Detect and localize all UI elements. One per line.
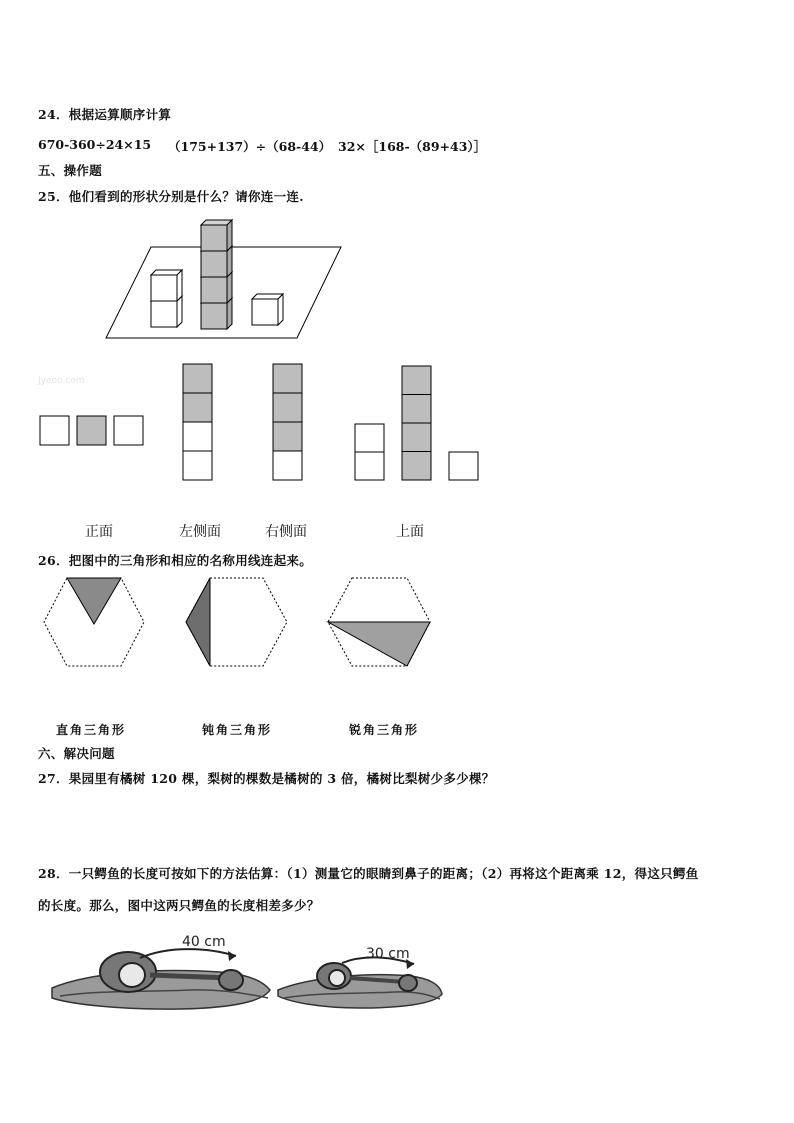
crocodile-2-image — [278, 957, 442, 1008]
section-6-heading: 六、解决问题 — [38, 746, 115, 761]
label-top[interactable]: 上面 — [396, 524, 424, 540]
section-5-heading: 五、操作题 — [38, 163, 103, 178]
q24-title: 24．根据运算顺序计算 — [38, 107, 172, 122]
label-obtuse-triangle[interactable]: 钝角三角形 — [202, 723, 273, 737]
q26-title: 26．把图中的三角形和相应的名称用线连起来。 — [38, 553, 312, 568]
q27-title: 27．果园里有橘树 120 棵，梨树的棵数是橘树的 3 倍，橘树比梨树少多少棵？ — [38, 771, 495, 786]
crocodile-1-measure: 40 cm — [182, 934, 226, 950]
label-front[interactable]: 正面 — [85, 524, 113, 540]
crocodile-2-measure: 30 cm — [366, 946, 410, 962]
label-right-side[interactable]: 右侧面 — [265, 524, 307, 540]
q24-expression-2: （175+137）÷（68-44） — [168, 139, 332, 154]
label-acute-triangle[interactable]: 锐角三角形 — [349, 723, 420, 737]
q24-expression-1: 670-360÷24×15 — [38, 137, 152, 152]
label-right-triangle[interactable]: 直角三角形 — [56, 723, 127, 737]
watermark: Jyeoo.com — [38, 376, 85, 386]
crocodile-1-image — [52, 949, 270, 1009]
q24-expression-3: 32×［168-（89+43）］ — [338, 139, 487, 154]
q28-text-line-1: 28．一只鳄鱼的长度可按如下的方法估算：（1）测量它的眼睛到鼻子的距离；（2）再将这个距离乘 12，得这只鳄鱼 — [38, 866, 699, 881]
q25-title: 25．他们看到的形状分别是什么？请你连一连. — [38, 189, 304, 204]
q28-text-line-2: 的长度。那么，图中这两只鳄鱼的长度相差多少？ — [38, 898, 320, 913]
label-left-side[interactable]: 左侧面 — [179, 524, 221, 540]
